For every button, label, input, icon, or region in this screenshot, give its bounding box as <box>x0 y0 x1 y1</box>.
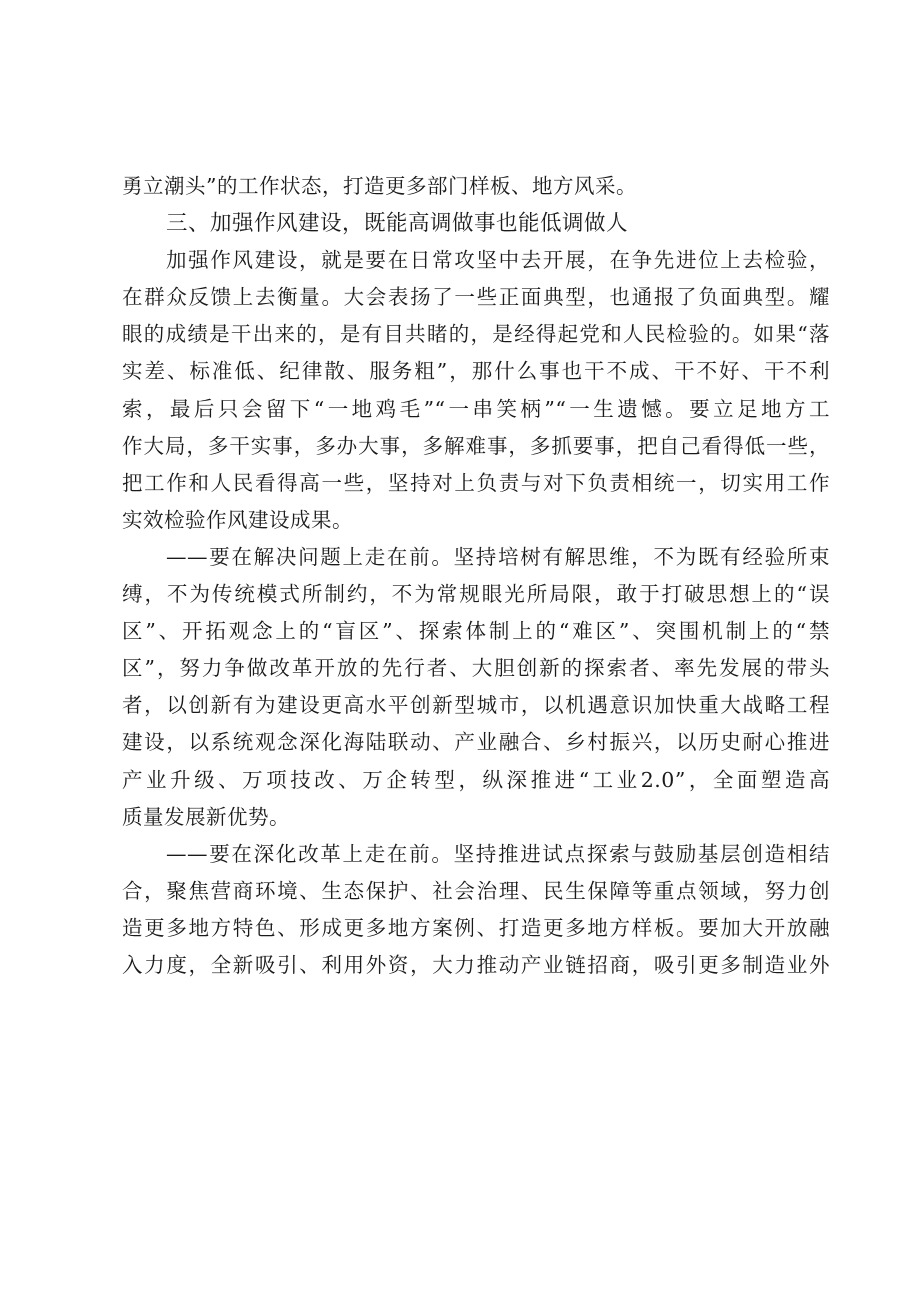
paragraph-line: 区”、开拓观念上的“盲区”、探索体制上的“难区”、突围机制上的“禁 <box>122 619 830 644</box>
paragraph-line: 索，最后只会留下“一地鸡毛”“一串笑柄”“一生遗憾。要立足地方工 <box>122 396 830 421</box>
paragraph-line: 区”，努力争做改革开放的先行者、大胆创新的探索者、率先发展的带头 <box>122 656 830 681</box>
paragraph-line: 合，聚焦营商环境、生态保护、社会治理、民生保障等重点领域，努力创 <box>122 878 830 903</box>
section-heading: 三、加强作风建设，既能高调做事也能低调做人 <box>166 211 629 237</box>
paragraph-line: 实差、标准低、纪律散、服务粗”，那什么事也干不成、干不好、干不利 <box>122 359 830 384</box>
paragraph-line: 产业升级、万项技改、万企转型，纵深推进“工业2.0”，全面塑造高 <box>122 767 830 792</box>
paragraph-line: 把工作和人民看得高一些，坚持对上负责与对下负责相统一，切实用工作 <box>122 470 830 495</box>
paragraph <box>122 242 830 539</box>
paragraph <box>122 539 830 836</box>
paragraph-line: 入力度，全新吸引、利用外资，大力推动产业链招商，吸引更多制造业外 <box>122 952 830 977</box>
paragraph-line: 建设，以系统观念深化海陆联动、产业融合、乡村振兴，以历史耐心推进 <box>122 730 830 755</box>
paragraph-line: 勇立潮头”的工作状态，打造更多部门样板、地方风采。 <box>122 174 637 198</box>
paragraph <box>122 836 830 984</box>
paragraph-line: 造更多地方特色、形成更多地方案例、打造更多地方样板。要加大开放融 <box>122 915 830 940</box>
paragraph-line: ——要在深化改革上走在前。坚持推进试点探索与鼓励基层创造相结 <box>166 841 830 866</box>
paragraph-line: 眼的成绩是干出来的，是有目共睹的，是经得起党和人民检验的。如果“落 <box>122 322 830 347</box>
paragraph-line: 在群众反馈上去衡量。大会表扬了一些正面典型，也通报了负面典型。耀 <box>122 285 830 310</box>
document-body <box>122 168 830 984</box>
paragraph-line: 质量发展新优势。 <box>122 804 290 829</box>
paragraph-line: 者，以创新有为建设更高水平创新型城市，以机遇意识加快重大战略工程 <box>122 693 830 718</box>
paragraph-line: ——要在解决问题上走在前。坚持培树有解思维，不为既有经验所束 <box>166 544 830 569</box>
paragraph-line: 缚，不为传统模式所制约，不为常规眼光所局限，敢于打破思想上的“误 <box>122 582 830 607</box>
paragraph-line: 加强作风建设，就是要在日常攻坚中去开展，在争先进位上去检验， <box>166 248 830 273</box>
paragraph-line: 作大局，多干实事，多办大事，多解难事，多抓要事，把自己看得低一些， <box>122 433 830 458</box>
paragraph-line: 实效检验作风建设成果。 <box>122 507 353 532</box>
